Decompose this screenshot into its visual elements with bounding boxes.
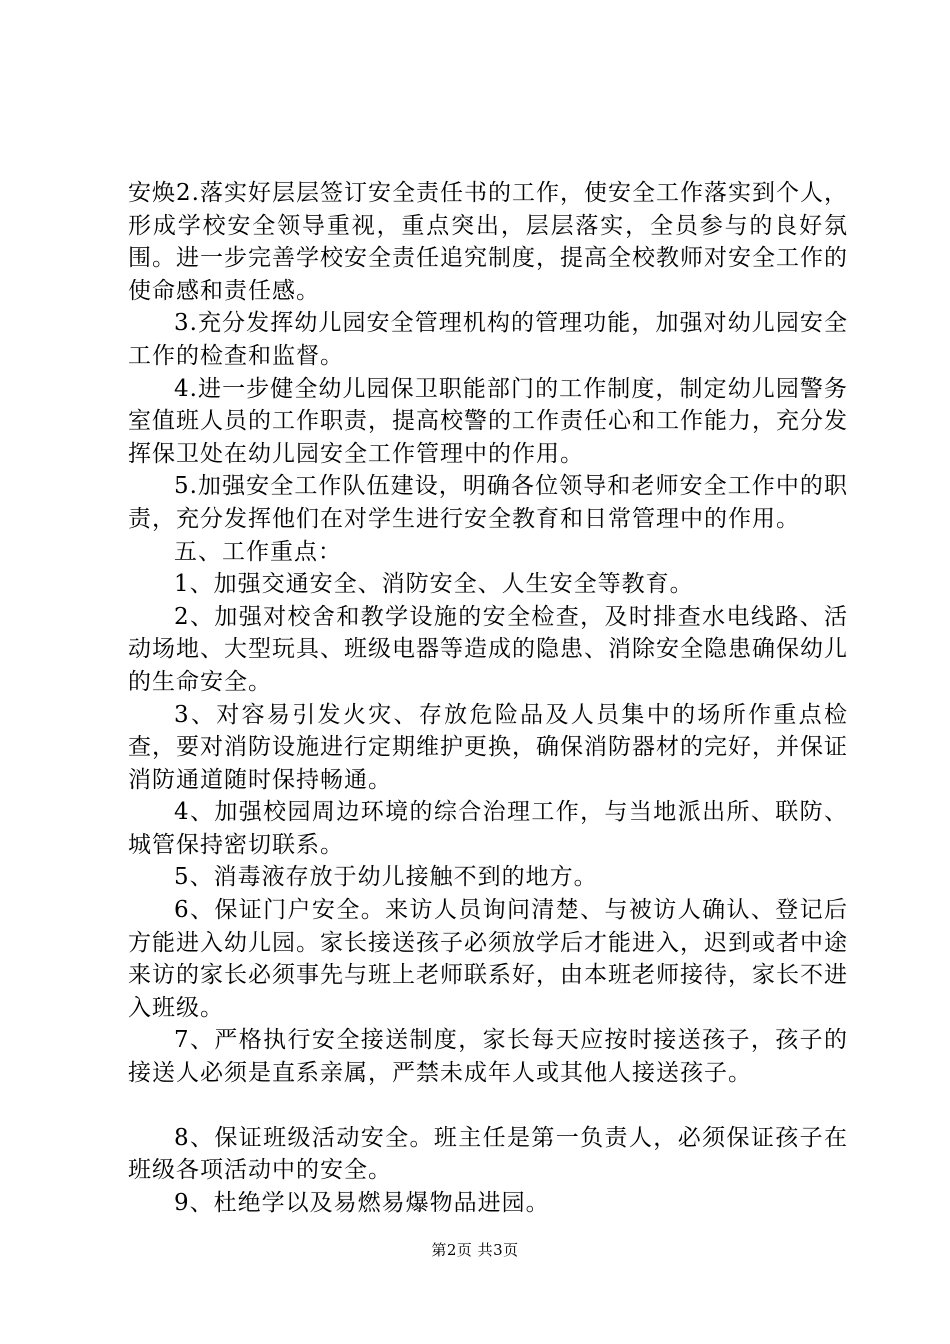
section-heading-work-focus: 五、工作重点： [174, 538, 342, 565]
page-footer: 第2页 共3页 [431, 1241, 519, 1259]
document-body [128, 177, 848, 1219]
focus-item-5: 5、消毒液存放于幼儿接触不到的地方。 [174, 864, 598, 891]
paragraph-responsibility-letter: 安焕2.落实好层层签订安全责任书的工作，使安全工作落实到个人，形成学校安全领导重视，重点突出，层层落实，全员参与的良好氛围。进一步完善学校安全责任追究制度，提高全校教师对安全工作的使命感和责任感。 [128, 180, 848, 304]
paragraph-item-4: 4.进一步健全幼儿园保卫职能部门的工作制度，制定幼儿园警务室值班人员的工作职责，提高校警的工作责任心和工作能力，充分发挥保卫处在幼儿园安全工作管理中的作用。 [128, 375, 848, 467]
focus-item-2: 2、加强对校舍和教学设施的安全检查，及时排查水电线路、活动场地、大型玩具、班级电器等造成的隐患、消除安全隐患确保幼儿的生命安全。 [128, 603, 848, 695]
focus-item-6: 6、保证门户安全。来访人员询问清楚、与被访人确认、登记后方能进入幼儿园。家长接送孩子必须放学后才能进入，迟到或者中途来访的家长必须事先与班上老师联系好，由本班老师接待，家长不进入班级。 [128, 897, 848, 1021]
paragraph-item-5: 5.加强安全工作队伍建设，明确各位领导和老师安全工作中的职责，充分发挥他们在对学生进行安全教育和日常管理中的作用。 [128, 473, 848, 532]
paragraph-item-3: 3.充分发挥幼儿园安全管理机构的管理功能，加强对幼儿园安全工作的检查和监督。 [128, 310, 848, 369]
focus-item-4: 4、加强校园周边环境的综合治理工作，与当地派出所、联防、城管保持密切联系。 [128, 799, 848, 858]
focus-item-8: 8、保证班级活动安全。班主任是第一负责人，必须保证孩子在班级各项活动中的安全。 [128, 1124, 848, 1184]
focus-item-9: 9、杜绝学以及易燃易爆物品进园。 [174, 1189, 550, 1216]
blank-line [128, 1090, 848, 1122]
focus-item-1: 1、加强交通安全、消防安全、人生安全等教育。 [174, 571, 694, 598]
focus-item-3: 3、对容易引发火灾、存放危险品及人员集中的场所作重点检查，要对消防设施进行定期维护更换，确保消防器材的完好，并保证消防通道随时保持畅通。 [128, 701, 848, 793]
focus-item-7: 7、严格执行安全接送制度，家长每天应按时接送孩子，孩子的接送人必须是直系亲属，严禁未成年人或其他人接送孩子。 [128, 1027, 848, 1087]
